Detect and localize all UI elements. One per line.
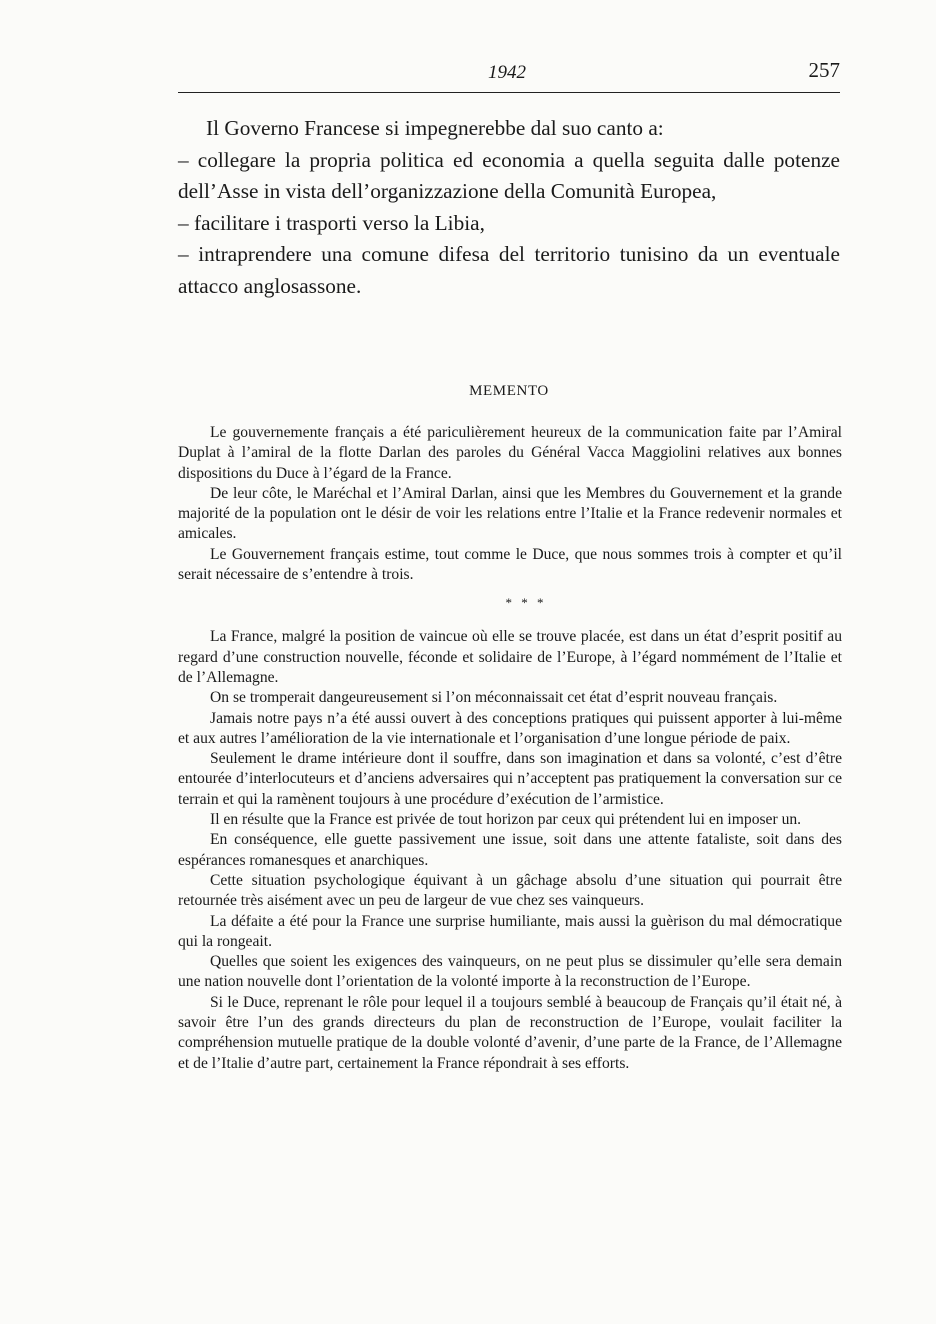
memento-paragraph: En conséquence, elle guette passivement une issue, soit dans une attente fataliste, soit dans des espérances romanesques et anarchiques. xyxy=(178,831,842,869)
memento-body xyxy=(178,423,842,1074)
section-separator: * * * xyxy=(505,595,547,611)
memento-paragraph: On se tromperait dangeureusement si l’on méconnaissait cet état d’esprit nouveau français. xyxy=(210,689,778,707)
memento-title: MEMENTO xyxy=(469,383,549,399)
italian-paragraph: – facilitare i trasporti verso la Libia, xyxy=(178,210,485,235)
memento-paragraph: Jamais notre pays n’a été aussi ouvert à des conceptions pratiques qui puissent apporter à lui-même et aux autres l’amélioration de la vie internationale et l’organisation d’une longue période de paix. xyxy=(178,709,842,747)
memento-paragraph: La France, malgré la position de vaincue où elle se trouve placée, est dans un état d’esprit positif au regard d’une construction nouvelle, féconde et solidaire de l’Europe, à l’égard nommément de l’Italie et de l’Allemagne. xyxy=(178,628,842,686)
memento-paragraph: Seulement le drame intérieure dont il souffre, dans son imagination et dans sa volonté, c’est d’être entourée d’interlocuteurs et d’anciens adversaires qui n’acceptent pas pratiquement la conversation sur ce terrain et qui la ramènent toujours à une procédure d’exécution de l’armistice. xyxy=(178,750,842,808)
italian-text-block xyxy=(178,113,840,302)
memento-paragraph: Le gouvernemente français a été pariculièrement heureux de la communication faite par l’Amiral Duplat à l’amiral de la flotte Darlan des paroles du Général Vacca Maggiolini relatives aux bonnes dispositions du Duce à l’égard de la France. xyxy=(178,424,842,482)
memento-paragraph: Il en résulte que la France est privée de tout horizon par ceux qui prétendent lui en imposer un. xyxy=(210,811,802,829)
running-head xyxy=(178,58,840,93)
italian-paragraph: Il Governo Francese si impegnerebbe dal suo canto a: xyxy=(206,116,664,140)
italian-paragraph: – collegare la propria politica ed economia a quella seguita dalle potenze dell’Asse in vista dell’organizzazione della Comunità Europea, xyxy=(178,147,840,203)
memento-paragraph: Si le Duce, reprenant le rôle pour lequel il a toujours semblé à beaucoup de Français qu’il était né, à savoir être l’un des grands directeurs du plan de reconstruction de l’Europe, voulait faciliter la compréhension mutuelle pratique de la double volonté d’avenir, d’une parte de la France, de l’Allemagne et de l’Italie d’autre part, certainement la France répondrait à ses efforts. xyxy=(178,993,842,1072)
memento-paragraph: La défaite a été pour la France une surprise humiliante, mais aussi la guèrison du mal démocratique qui la rongeait. xyxy=(178,912,842,950)
page-number: 257 xyxy=(808,58,840,82)
memento-paragraph: Quelles que soient les exigences des vainqueurs, on ne peut plus se dissimuler qu’elle sera demain une nation nouvelle dont l’orientation de la volonté importe à la reconstruction de l’Europe. xyxy=(178,953,842,991)
header-year: 1942 xyxy=(488,62,526,83)
memento-paragraph: Le Gouvernement français estime, tout comme le Duce, que nous sommes trois à compter et qu’il serait nécessaire de s’entendre à trois. xyxy=(178,545,842,584)
memento-paragraph: Cette situation psychologique équivant à un gâchage absolu d’une situation qui pourrait être retournée très aisément avec un peu de largeur de vue chez ses vainqueurs. xyxy=(178,871,842,910)
memento-paragraph: De leur côte, le Maréchal et l’Amiral Darlan, ainsi que les Membres du Gouvernement et la grande majorité de la population ont le désir de voir les relations entre l’Italie et la France redevenir normales et amicales. xyxy=(178,484,842,543)
italian-paragraph: – intraprendere una comune difesa del territorio tunisino da un eventuale attacco anglosassone. xyxy=(178,242,840,298)
